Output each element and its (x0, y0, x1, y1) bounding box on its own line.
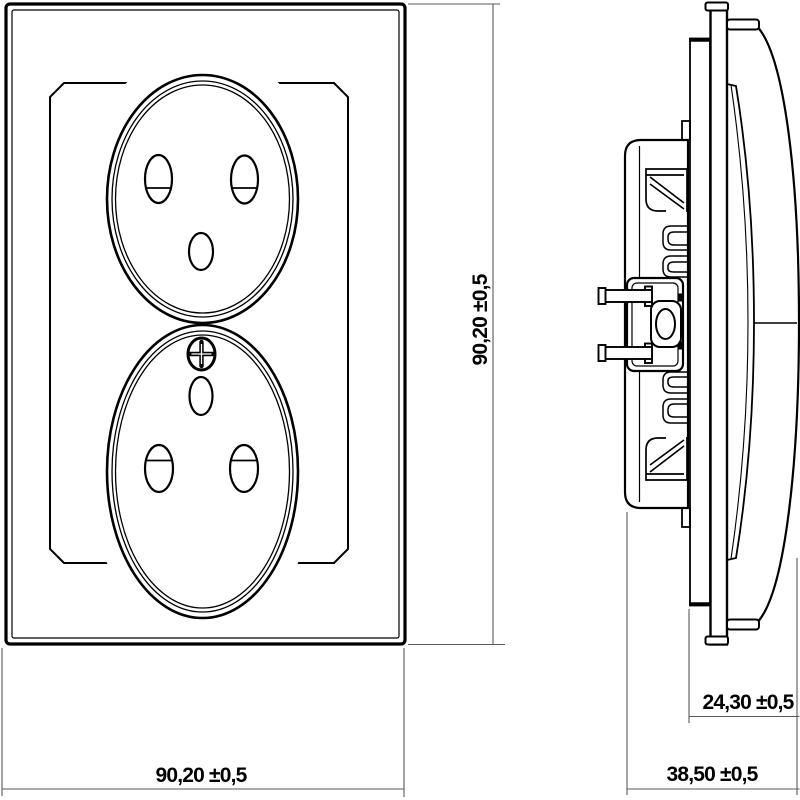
front-view (6, 4, 405, 644)
center-screw (188, 338, 215, 370)
dim-side-total-depth-label: 38,50 ±0,5 (666, 763, 758, 786)
dim-front-width-label: 90,20 ±0,5 (155, 764, 247, 787)
dim-side-cover-depth-label: 24,30 ±0,5 (702, 691, 794, 714)
side-view (599, 3, 800, 645)
side-mounting-frame (689, 39, 712, 606)
cover-inner-curve (727, 84, 754, 560)
dim-front-height-label: 90,20 ±0,5 (469, 274, 492, 366)
cover-outer-curve (759, 28, 800, 621)
side-curved-cover (727, 20, 799, 630)
side-claws-top (646, 169, 687, 277)
side-wall-plate (706, 3, 729, 645)
side-claws-bottom (646, 372, 687, 480)
